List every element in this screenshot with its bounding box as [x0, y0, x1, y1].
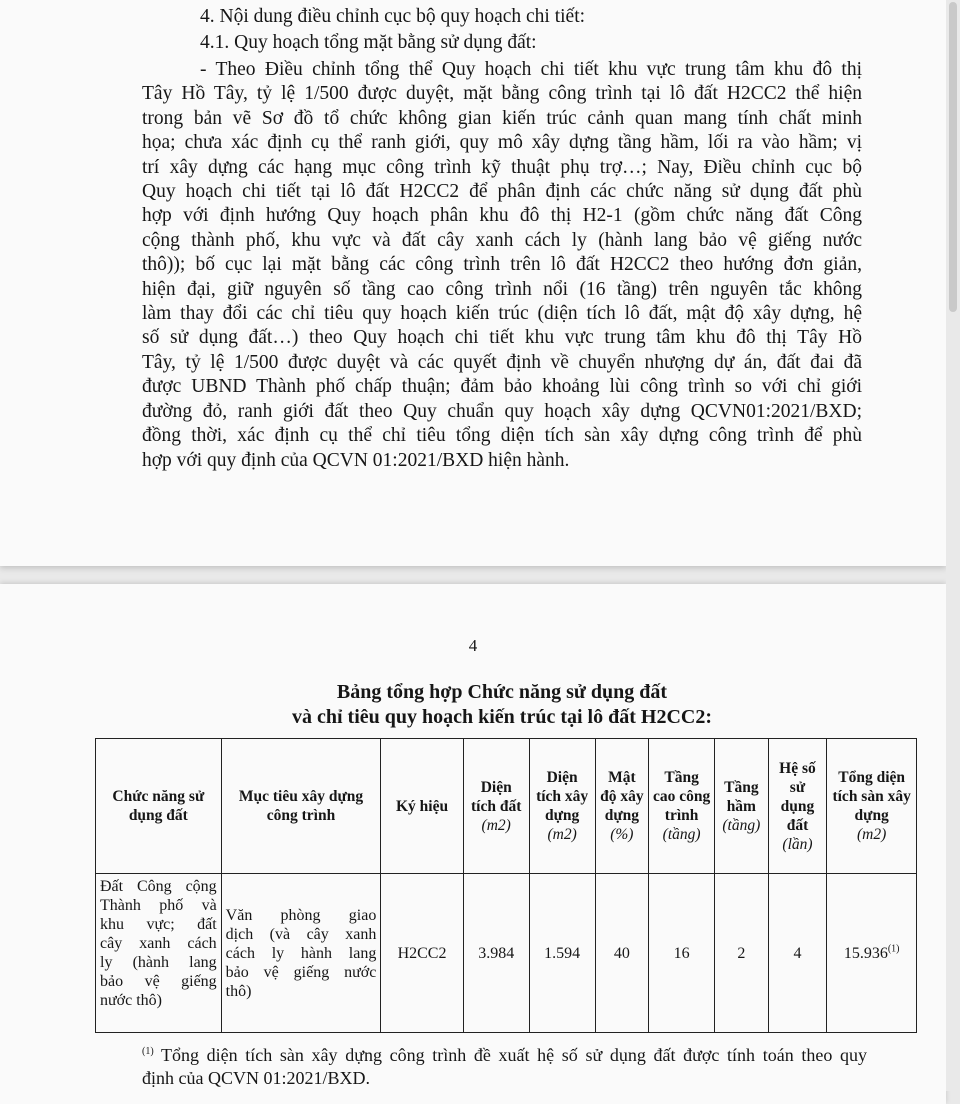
cell-basements: 2: [715, 874, 769, 1033]
section-heading-4-1: 4.1. Quy hoạch tổng mặt bằng sử dụng đất:: [200, 32, 537, 53]
paragraph-line: Quy hoạch chi tiết tại lô đất H2CC2 để phân định các chức năng sử dụng đất phù: [142, 181, 862, 203]
header-cell: Tổng diện tích sàn xây dựng (m2): [827, 739, 917, 874]
cell-land-function: Đất Công cộng Thành phố và khu vực; đất cây xanh cách ly (hành lang bảo vệ giếng nước thô): [96, 874, 222, 1033]
cell-density: 40: [595, 874, 649, 1033]
page-number: 4: [468, 636, 478, 655]
header-cell: Chức năng sử dụng đất: [96, 739, 222, 874]
cell-far: 4: [768, 874, 827, 1033]
footnote-ref: (1): [887, 943, 900, 955]
header-cell: Ký hiệu: [381, 739, 463, 874]
cell-building-purpose: Văn phòng giao dịch (và cây xanh cách ly hành lang bảo vệ giếng nước thô): [221, 874, 381, 1033]
paragraph-line: làm thay đổi các chỉ tiêu quy hoạch kiến trúc (diện tích lô đất, mật độ xây dựng, hệ: [142, 303, 862, 325]
table-header-row: [96, 739, 917, 874]
table-footnote: [142, 1044, 867, 1090]
cell-total-floor-area: 15.936$^{(1)}$: [827, 874, 917, 1033]
footnote-text-2: định của QCVN 01:2021/BXD.: [142, 1068, 370, 1088]
paragraph-line: hợp với quy định của QCVN 01:2021/BXD hiện hành.: [142, 449, 570, 471]
header-cell: Tầng cao công trình (tầng): [649, 739, 715, 874]
footnote-text: Tổng diện tích sàn xây dựng công trình đề xuất hệ số sử dụng đất được tính toán theo quy: [153, 1045, 867, 1065]
paragraph-line: hợp với định hướng Quy hoạch phân khu đô thị H2-1 (gồm chức năng đất Công: [142, 205, 862, 227]
land-use-table: [95, 738, 917, 1033]
paragraph-line: - Theo Điều chỉnh tổng thể Quy hoạch chi tiết khu vực trung tâm khu đô thị: [200, 59, 862, 80]
paragraph-line: trí xây dựng các hạng mục công trình kỹ thuật phụ trợ…; Nay, Điều chỉnh cục bộ: [142, 156, 862, 178]
paragraph-line: Tây Hồ Tây, tỷ lệ 1/500 được duyệt, mặt bằng công trình tại lô đất H2CC2 thể hiện: [142, 83, 862, 105]
document-page-2: [0, 584, 946, 1104]
paragraph-line: hiện đại, giữ nguyên số tầng cao công trình nổi (16 tầng) trên nguyên tắc không: [142, 278, 862, 300]
table-row: [96, 874, 917, 1033]
paragraph-line: trong bản vẽ Sơ đồ tổ chức không gian kiến trúc cảnh quan mang tính chất minh: [142, 107, 862, 129]
header-cell: Tầng hầm (tầng): [715, 739, 769, 874]
header-cell: Diện tích đất (m2): [463, 739, 529, 874]
section-heading-4: 4. Nội dung điều chỉnh cục bộ quy hoạch chi tiết:: [200, 6, 586, 27]
paragraph-line: được UBND Thành phố chấp thuận; đảm bảo khoảng lùi công trình so với chỉ giới: [142, 376, 862, 398]
cell-land-area: 3.984: [463, 874, 529, 1033]
scrollbar-thumb[interactable]: [949, 2, 957, 312]
paragraph-line: đường đỏ, ranh giới đất theo Quy chuẩn quy hoạch xây dựng QCVN01:2021/BXD;: [142, 400, 862, 422]
paragraph-line: họa; chưa xác định cụ thể ranh giới, quy mô xây dựng tầng hầm, lối ra vào hầm; vị: [142, 132, 862, 154]
table-title: Bảng tổng hợp Chức năng sử dụng đất: [336, 681, 668, 703]
scrollbar[interactable]: [946, 0, 960, 1091]
cell-building-area: 1.594: [529, 874, 595, 1033]
header-cell: Mục tiêu xây dựng công trình: [221, 739, 381, 874]
header-cell: Diện tích xây dựng (m2): [529, 739, 595, 874]
header-cell: Hệ số sử dụng đất (lần): [768, 739, 827, 874]
cell-floors: 16: [649, 874, 715, 1033]
paragraph-line: Tây, tỷ lệ 1/500 được duyệt và các quyết định về chuyển nhượng dự án, đất đai đã: [142, 351, 862, 373]
body-paragraph: [142, 58, 862, 473]
footnote-mark: (1): [142, 1046, 154, 1057]
paragraph-line: đồng thời, xác định cụ thể chỉ tiêu tổng diện tích sàn xây dựng công trình để phù: [142, 425, 862, 447]
paragraph-line: số sử dụng đất…) theo Quy hoạch chi tiết khu vực trung tâm khu đô thị Tây Hồ: [142, 327, 862, 349]
table-subtitle: và chỉ tiêu quy hoạch kiến trúc tại lô đất H2CC2:: [291, 706, 713, 728]
paragraph-line: thô)); bố cục lại mặt bằng các công trình trên lô đất H2CC2 theo hướng đơn giản,: [142, 254, 862, 276]
header-cell: Mật độ xây dựng (%): [595, 739, 649, 874]
paragraph-line: cộng thành phố, khu vực và đất cây xanh cách ly (hành lang bảo vệ giếng nước: [142, 229, 862, 251]
cell-code: H2CC2: [381, 874, 463, 1033]
